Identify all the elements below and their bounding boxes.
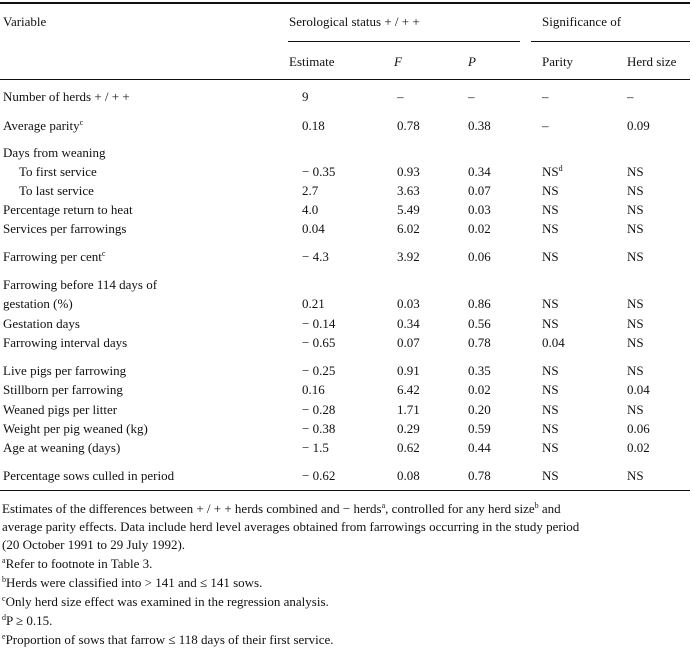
cell-p: 0.59 <box>468 421 491 436</box>
row-label: Average parity$^c$ <box>3 118 84 133</box>
cell-herd-size: NS <box>627 363 644 378</box>
cell-p: 0.56 <box>468 316 491 331</box>
footnote-main-line-2: average parity effects. Data include herd level averages obtained from farrowings occurring in the study period <box>2 519 580 534</box>
top-rule <box>0 2 690 4</box>
cell-herd-size: – <box>627 89 634 104</box>
cell-p: 0.78 <box>468 335 491 350</box>
row-label: Farrowing interval days <box>3 335 128 350</box>
cell-estimate: 0.16 <box>302 382 325 397</box>
cell-herd-size: NS <box>627 335 644 350</box>
row-label: Number of herds + / + + <box>3 89 130 104</box>
cell-estimate: 9 <box>302 89 309 104</box>
cell-herd-size: NS <box>627 183 644 198</box>
cell-f: 0.29 <box>397 421 420 436</box>
cell-herd-size: NS <box>627 402 644 417</box>
cell-f: 0.03 <box>397 296 420 311</box>
row-label: To first service <box>19 164 97 179</box>
cell-parity: NS <box>542 249 559 264</box>
cell-herd-size: 0.02 <box>627 440 650 455</box>
cell-parity: NS <box>542 382 559 397</box>
cell-estimate: − 1.5 <box>302 440 329 455</box>
header-f: F <box>394 54 402 69</box>
cell-estimate: − 0.62 <box>302 468 336 483</box>
footnote-d: $^d$P ≥ 0.15. <box>2 613 53 628</box>
row-label: Age at weaning (days) <box>3 440 121 455</box>
cell-f: 1.71 <box>397 402 420 417</box>
significance-group-rule <box>531 41 690 42</box>
header-estimate: Estimate <box>289 54 335 69</box>
cell-parity: NS <box>542 468 559 483</box>
cell-parity: NS <box>542 183 559 198</box>
cell-f: 5.49 <box>397 202 420 217</box>
row-label: Gestation days <box>3 316 80 331</box>
row-label: Percentage sows culled in period <box>3 468 175 483</box>
cell-f: 3.92 <box>397 249 420 264</box>
footnote-main-line-3: (20 October 1991 to 29 July 1992). <box>2 537 186 552</box>
table-bottom-rule <box>0 490 690 491</box>
cell-p: 0.34 <box>468 164 491 179</box>
cell-parity: NS <box>542 316 559 331</box>
cell-f: 0.34 <box>397 316 420 331</box>
cell-p: 0.02 <box>468 382 491 397</box>
cell-f: 3.63 <box>397 183 420 198</box>
row-label: Stillborn per farrowing <box>3 382 123 397</box>
serological-group-rule <box>288 41 520 42</box>
cell-estimate: − 0.28 <box>302 402 336 417</box>
cell-p: 0.20 <box>468 402 491 417</box>
cell-herd-size: 0.06 <box>627 421 650 436</box>
cell-parity: NS <box>542 221 559 236</box>
cell-f: 0.08 <box>397 468 420 483</box>
footnote-a: $^a$Refer to footnote in Table 3. <box>2 556 153 571</box>
cell-p: 0.38 <box>468 118 491 133</box>
cell-f: 6.42 <box>397 382 420 397</box>
cell-f: 0.91 <box>397 363 420 378</box>
cell-herd-size: NS <box>627 164 644 179</box>
header-parity: Parity <box>542 54 574 69</box>
cell-estimate: 0.21 <box>302 296 325 311</box>
footnote-b: $^b$Herds were classified into > 141 and ≤ 141 sows. <box>2 575 263 590</box>
cell-estimate: − 4.3 <box>302 249 329 264</box>
cell-parity: – <box>542 118 549 133</box>
header-variable: Variable <box>3 14 47 29</box>
cell-p: 0.86 <box>468 296 491 311</box>
cell-herd-size: 0.04 <box>627 382 650 397</box>
cell-p: 0.78 <box>468 468 491 483</box>
cell-herd-size: NS <box>627 221 644 236</box>
cell-parity: NS <box>542 421 559 436</box>
row-label: Percentage return to heat <box>3 202 133 217</box>
cell-parity: NS <box>542 440 559 455</box>
cell-f: 0.62 <box>397 440 420 455</box>
row-label: gestation (%) <box>3 296 73 311</box>
cell-p: 0.06 <box>468 249 491 264</box>
header-bottom-rule <box>0 79 690 80</box>
cell-parity: 0.04 <box>542 335 565 350</box>
cell-estimate: − 0.14 <box>302 316 336 331</box>
cell-estimate: 0.04 <box>302 221 325 236</box>
cell-parity: – <box>542 89 549 104</box>
row-label: Days from weaning <box>3 145 106 160</box>
cell-parity: NS <box>542 402 559 417</box>
cell-estimate: 4.0 <box>302 202 319 217</box>
cell-estimate: − 0.35 <box>302 164 336 179</box>
cell-p: 0.07 <box>468 183 491 198</box>
footnote-e: $^e$Proportion of sows that farrow ≤ 118 days of their first service. <box>2 632 334 647</box>
cell-estimate: − 0.38 <box>302 421 336 436</box>
header-serological-status: Serological status + / + + <box>289 14 420 29</box>
cell-f: 0.78 <box>397 118 420 133</box>
cell-herd-size: NS <box>627 249 644 264</box>
cell-parity: NS <box>542 202 559 217</box>
cell-estimate: 2.7 <box>302 183 319 198</box>
header-significance-of: Significance of <box>542 14 622 29</box>
row-label: Farrowing before 114 days of <box>3 277 158 292</box>
cell-herd-size: NS <box>627 316 644 331</box>
footnote-main-line-1: Estimates of the differences between + / + + herds combined and − herds$^a$, controlled for any herd size$^b$ and <box>2 501 561 516</box>
cell-herd-size: NS <box>627 468 644 483</box>
cell-herd-size: NS <box>627 202 644 217</box>
row-label: Live pigs per farrowing <box>3 363 127 378</box>
row-label: Farrowing per cent$^c$ <box>3 249 106 264</box>
cell-parity: $NS^d$ <box>542 164 563 179</box>
row-label: To last service <box>19 183 94 198</box>
header-herd-size: Herd size <box>627 54 677 69</box>
cell-estimate: 0.18 <box>302 118 325 133</box>
row-label: Weight per pig weaned (kg) <box>3 421 148 436</box>
cell-f: 6.02 <box>397 221 420 236</box>
header-p: P <box>468 54 476 69</box>
cell-f: 0.07 <box>397 335 420 350</box>
cell-parity: NS <box>542 296 559 311</box>
row-label: Services per farrowings <box>3 221 127 236</box>
cell-p: – <box>468 89 475 104</box>
cell-parity: NS <box>542 363 559 378</box>
cell-herd-size: 0.09 <box>627 118 650 133</box>
cell-p: 0.03 <box>468 202 491 217</box>
cell-herd-size: NS <box>627 296 644 311</box>
cell-f: 0.93 <box>397 164 420 179</box>
cell-estimate: − 0.65 <box>302 335 336 350</box>
cell-f: – <box>397 89 404 104</box>
cell-p: 0.44 <box>468 440 491 455</box>
footnote-c: $^c$Only herd size effect was examined in the regression analysis. <box>2 594 329 609</box>
cell-p: 0.02 <box>468 221 491 236</box>
row-label: Weaned pigs per litter <box>3 402 118 417</box>
cell-estimate: − 0.25 <box>302 363 336 378</box>
cell-p: 0.35 <box>468 363 491 378</box>
